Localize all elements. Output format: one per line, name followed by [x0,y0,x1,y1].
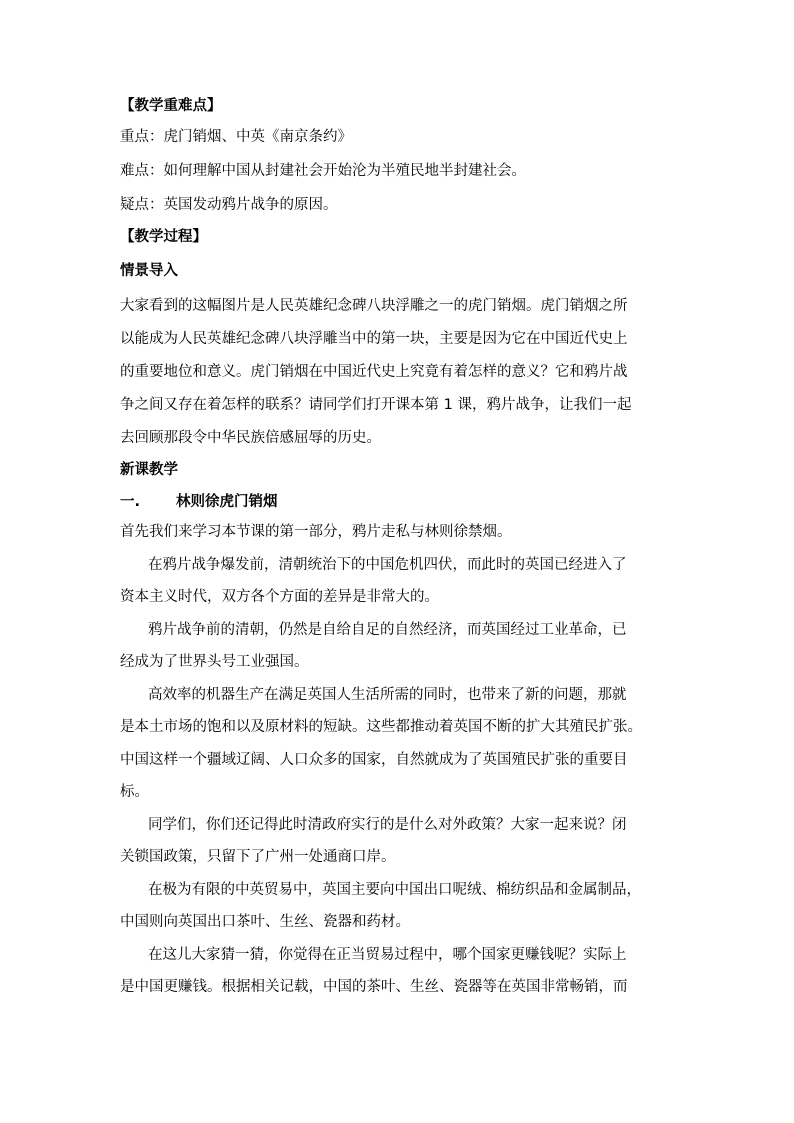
process-heading: 【教学过程】 [120,229,207,245]
body-line: 资本主义时代，双方各个方面的差异是非常大的。 [120,589,439,605]
intro-line: 大家看到的这幅图片是人民英雄纪念碑八块浮雕之一的虎门销烟。虎门销烟之所 [120,298,628,314]
body-line: 高效率的机器生产在满足英国人生活所需的同时，也带来了新的问题，那就 [148,687,627,703]
section-heading [120,492,278,512]
section-title: 林则徐虎门销烟 [176,494,278,510]
section-number: 一. [120,494,141,510]
difficulties-heading: 【教学重难点】 [120,98,222,114]
new-lesson-heading: 新课教学 [120,462,178,478]
body-line: 是中国更赚钱。根据相关记载，中国的茶叶、生丝、瓷器等在英国非常畅销，而 [120,979,628,995]
body-line: 标。 [120,784,149,800]
body-line: 中国则向英国出口茶叶、生丝、瓷器和药材。 [120,914,410,930]
body-line: 鸦片战争前的清朝，仍然是自给自足的自然经济，而英国经过工业革命，已 [148,622,627,638]
doubt-point: 疑点：英国发动鸦片战争的原因。 [120,197,338,213]
intro-heading: 情景导入 [120,263,178,279]
body-line: 关锁国政策，只留下了广州一处通商口岸。 [120,849,396,865]
intro-line: 的重要地位和意义。虎门销烟在中国近代史上究竟有着怎样的意义？它和鸦片战 [120,364,628,380]
intro-line: 争之间又存在着怎样的联系？请同学们打开课本第 1 课，鸦片战争，让我们一起 [120,397,632,413]
body-line: 经成为了世界头号工业强国。 [120,654,309,670]
body-line: 是本土市场的饱和以及原材料的短缺。这些都推动着英国不断的扩大其殖民扩张。 [120,719,642,735]
intro-line: 以能成为人民英雄纪念碑八块浮雕当中的第一块，主要是因为它在中国近代史上 [120,331,628,347]
intro-line: 去回顾那段令中华民族倍感屈辱的历史。 [120,430,381,446]
body-line: 同学们，你们还记得此时清政府实行的是什么对外政策？大家一起来说？闭 [148,817,627,833]
body-line: 在这儿大家猜一猜，你觉得在正当贸易过程中，哪个国家更赚钱呢？实际上 [148,947,627,963]
body-line: 在鸦片战争爆发前，清朝统治下的中国危机四伏，而此时的英国已经进入了 [148,557,627,573]
body-line: 中国这样一个疆域辽阔、人口众多的国家，自然就成为了英国殖民扩张的重要目 [120,752,628,768]
key-point: 重点：虎门销烟、中英《南京条约》 [120,129,352,145]
body-line: 在极为有限的中英贸易中，英国主要向中国出口呢绒、棉纺织品和金属制品， [148,882,641,898]
body-line: 首先我们来学习本节课的第一部分，鸦片走私与林则徐禁烟。 [120,524,512,540]
difficult-point: 难点：如何理解中国从封建社会开始沦为半殖民地半封建社会。 [120,163,526,179]
